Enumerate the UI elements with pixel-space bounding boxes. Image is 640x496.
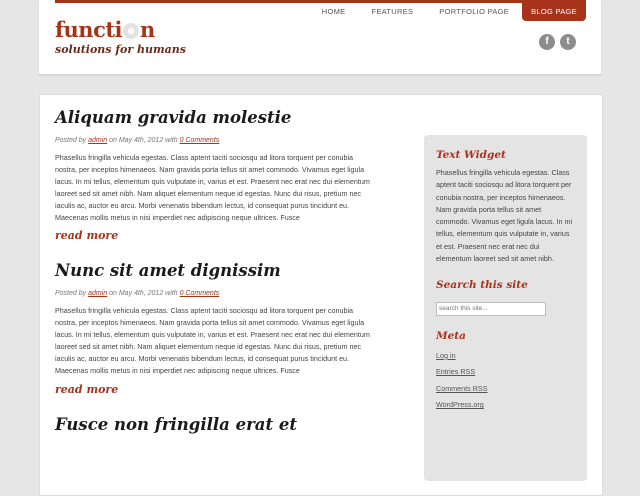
post — [55, 414, 370, 436]
search-widget-title: Search this site — [436, 279, 528, 292]
site-header — [39, 0, 601, 75]
post-excerpt-text: Phasellus fringilla vehicula egestas. Class aptent taciti sociosqu ad litora torquent per conubia nostra, per inceptos himenaeos. Nam gravida porta tellus sit amet commodo. Vivamus eget ligula lacus. In mi tellus, elementum quis vulputate in, varius et est. Praesent nec erat nec dui elementum laoreet sed sit amet nibh. Nam aliquet elementum neque id egestas. Nunc dui risus, pretium nec iaculis ac, auctor eu arcu. Morbi venenatis bibendum lectus, id consequat purus tincidunt eu. Maecenas mollis metus in nisi imperdiet nec adipiscing neque ultrices. Fusce — [55, 306, 370, 375]
meta-widget — [424, 330, 587, 414]
list-item — [436, 397, 575, 414]
post-excerpt — [55, 152, 370, 223]
meta-links — [436, 348, 575, 414]
post-meta-prefix: Posted by — [55, 137, 87, 144]
read-more-link[interactable]: read more — [55, 382, 119, 396]
list-item — [436, 348, 575, 365]
read-more-link[interactable]: read more — [55, 229, 119, 243]
login-link[interactable]: Log in — [436, 350, 456, 360]
main-nav — [309, 0, 586, 21]
main-panel — [39, 94, 603, 496]
list-item — [436, 364, 575, 381]
blog-posts — [55, 107, 370, 454]
text-widget — [424, 149, 587, 265]
logo-wordmark: functi n — [55, 17, 155, 42]
logo-tagline: solutions for humans — [55, 43, 186, 56]
text-widget-title: Text Widget — [436, 149, 506, 161]
list-item — [436, 381, 575, 398]
site-logo[interactable] — [55, 18, 186, 56]
post-title[interactable]: Aliquam gravida molestie — [55, 108, 292, 127]
post — [55, 107, 370, 242]
social-links — [539, 34, 576, 50]
nav-blog-page[interactable]: BLOG PAGE — [522, 0, 586, 21]
comments-rss-link[interactable]: Comments RSS — [436, 383, 488, 393]
post-comments-link[interactable]: 0 Comments — [179, 290, 220, 298]
meta-widget-title: Meta — [436, 329, 466, 342]
post-excerpt — [55, 305, 370, 376]
sidebar — [424, 135, 587, 481]
search-widget — [424, 279, 587, 316]
facebook-icon[interactable]: f — [539, 34, 555, 50]
entries-rss-link[interactable]: Entries RSS — [436, 367, 476, 377]
post-meta-prefix: Posted by — [55, 290, 87, 298]
text-widget-body: Phasellus fringilla vehicula egestas. Class aptent taciti sociosqu ad litora torquent per conubia nostra, per inceptos himenaeos. Nam gravida porta tellus sit amet commodo. Vivamus eget ligula lacus. In mi tellus, elementum quis vulputate in, varius et est. Praesent nec erat nec dui elementum laoreet sed sit amet nibh. — [436, 168, 573, 264]
logo-o-icon — [123, 23, 139, 39]
wordpress-org-link[interactable]: WordPress.org — [436, 400, 484, 410]
search-input[interactable] — [436, 302, 546, 316]
nav-features[interactable]: FEATURES — [371, 7, 414, 16]
post-meta — [55, 137, 370, 144]
post-meta — [55, 290, 370, 297]
post — [55, 260, 370, 395]
nav-home[interactable]: HOME — [321, 7, 346, 16]
nav-portfolio-page[interactable]: PORTFOLIO PAGE — [439, 7, 510, 16]
post-excerpt-text: Phasellus fringilla vehicula egestas. Class aptent taciti sociosqu ad litora torquent per conubia nostra, per inceptos himenaeos. Nam gravida porta tellus sit amet commodo. Vivamus eget ligula lacus. In mi tellus, elementum quis vulputate in, varius et est. Praesent nec erat nec dui elementum laoreet sed sit amet nibh. Nam aliquet elementum neque id egestas. Nunc dui risus, pretium nec iaculis ac, auctor eu arcu. Morbi venenatis bibendum lectus, id consequat purus tincidunt eu. Maecenas mollis metus in nisi imperdiet nec adipiscing neque ultrices. Fusce — [55, 153, 370, 222]
post-author-link[interactable]: admin — [88, 290, 108, 298]
post-title[interactable]: Nunc sit amet dignissim — [55, 261, 281, 281]
post-date: on May 4th, 2012 with — [109, 290, 178, 298]
twitter-icon[interactable]: t — [560, 34, 576, 50]
post-comments-link[interactable]: 0 Comments — [179, 137, 220, 144]
post-author-link[interactable]: admin — [88, 137, 108, 144]
post-date: on May 4th, 2012 with — [109, 137, 178, 144]
post-title[interactable]: Fusce non fringilla erat et — [55, 414, 297, 434]
